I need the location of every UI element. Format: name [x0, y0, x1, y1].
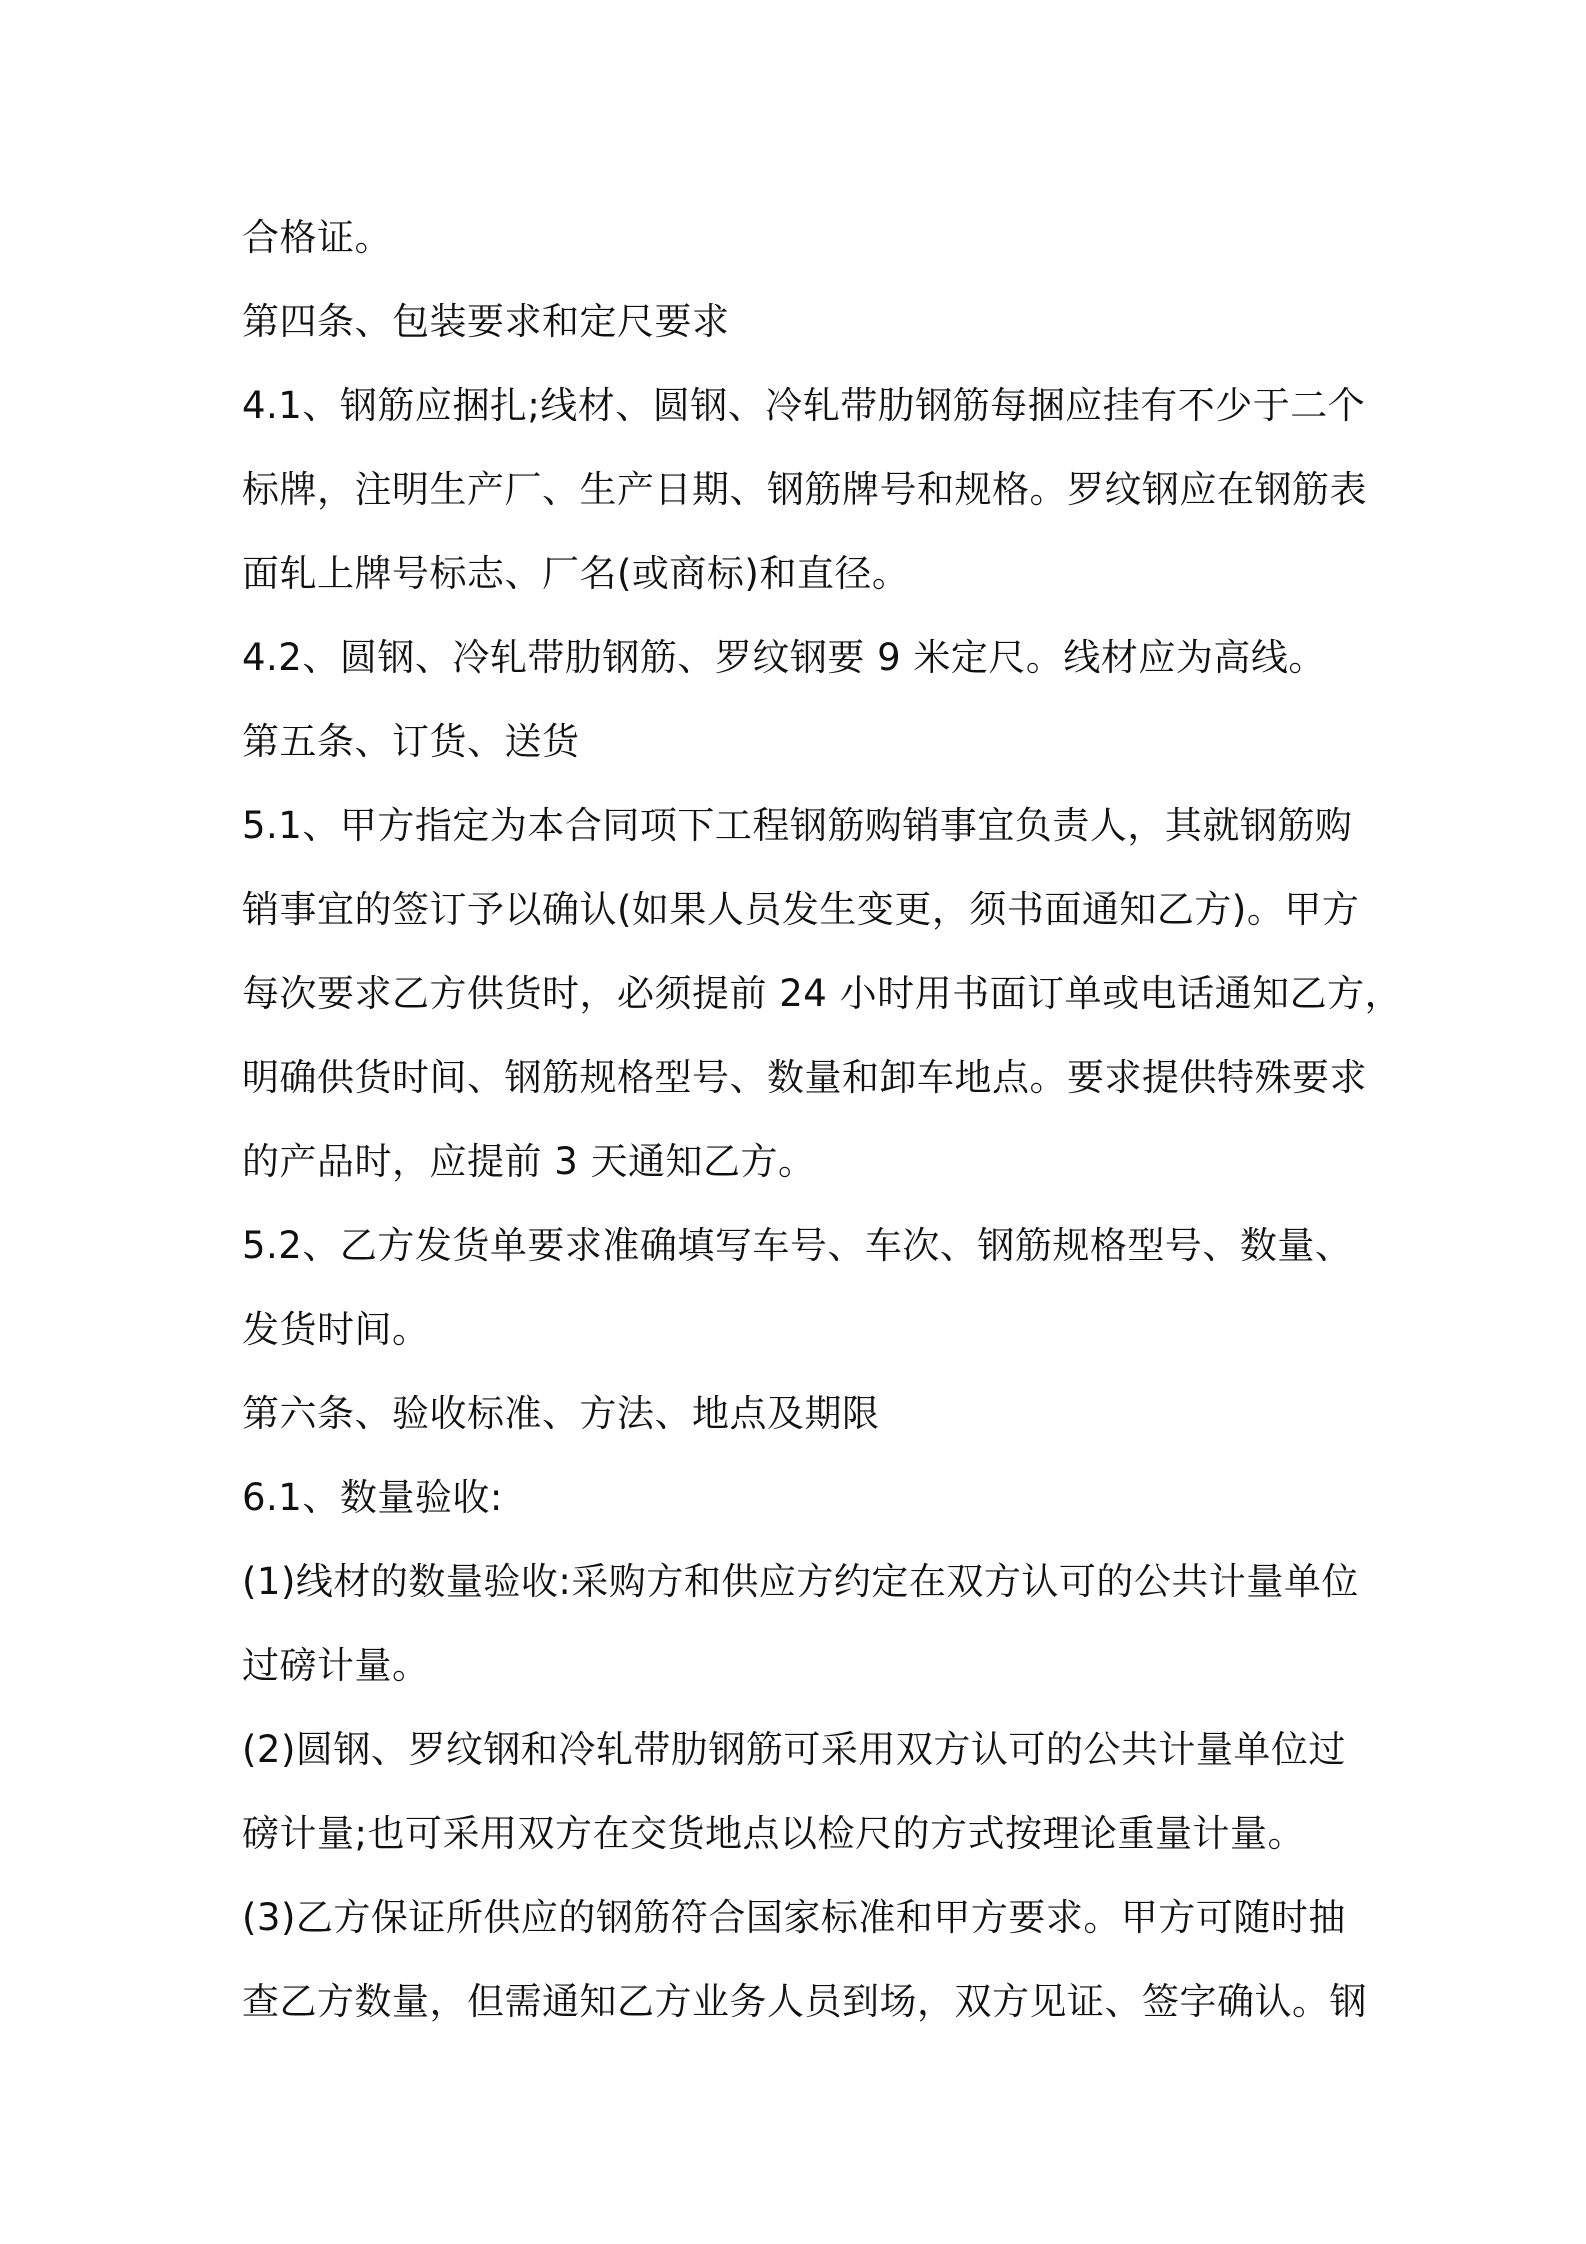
text-line: 合格证。 [242, 216, 392, 259]
text-line: 标牌，注明生产厂、生产日期、钢筋牌号和规格。罗纹钢应在钢筋表 [242, 468, 1367, 511]
text-line: 每次要求乙方供货时，必须提前 24 小时用书面订单或电话通知乙方， [242, 972, 1403, 1015]
text-line: 明确供货时间、钢筋规格型号、数量和卸车地点。要求提供特殊要求 [242, 1056, 1367, 1099]
text-line: (1)线材的数量验收:采购方和供应方约定在双方认可的公共计量单位 [242, 1560, 1359, 1603]
text-line: 4.1、钢筋应捆扎;线材、圆钢、冷轧带肋钢筋每捆应挂有不少于二个 [242, 384, 1366, 427]
text-line: 面轧上牌号标志、厂名(或商标)和直径。 [242, 552, 910, 595]
text-line: 4.2、圆钢、冷轧带肋钢筋、罗纹钢要 9 米定尺。线材应为高线。 [242, 636, 1326, 679]
text-line: 6.1、数量验收: [242, 1476, 503, 1519]
text-line: 销事宜的签订予以确认(如果人员发生变更，须书面通知乙方)。甲方 [242, 888, 1360, 931]
text-line: 5.1、甲方指定为本合同项下工程钢筋购销事宜负责人，其就钢筋购 [242, 804, 1353, 847]
document-body [242, 196, 1403, 2044]
text-line: 发货时间。 [242, 1308, 430, 1351]
text-line: (3)乙方保证所供应的钢筋符合国家标准和甲方要求。甲方可随时抽 [242, 1896, 1346, 1939]
text-line: 过磅计量。 [242, 1644, 430, 1687]
text-line: 查乙方数量，但需通知乙方业务人员到场，双方见证、签字确认。钢 [242, 1980, 1367, 2023]
text-line: 5.2、乙方发货单要求准确填写车号、车次、钢筋规格型号、数量、 [242, 1224, 1353, 1267]
text-line: 磅计量;也可采用双方在交货地点以检尺的方式按理论重量计量。 [242, 1812, 1305, 1855]
text-line: 的产品时，应提前 3 天通知乙方。 [242, 1140, 816, 1183]
text-line: (2)圆钢、罗纹钢和冷轧带肋钢筋可采用双方认可的公共计量单位过 [242, 1728, 1346, 1771]
section-heading-4: 第四条、包装要求和定尺要求 [242, 300, 730, 343]
section-heading-5: 第五条、订货、送货 [242, 720, 580, 763]
section-heading-6: 第六条、验收标准、方法、地点及期限 [242, 1392, 880, 1435]
